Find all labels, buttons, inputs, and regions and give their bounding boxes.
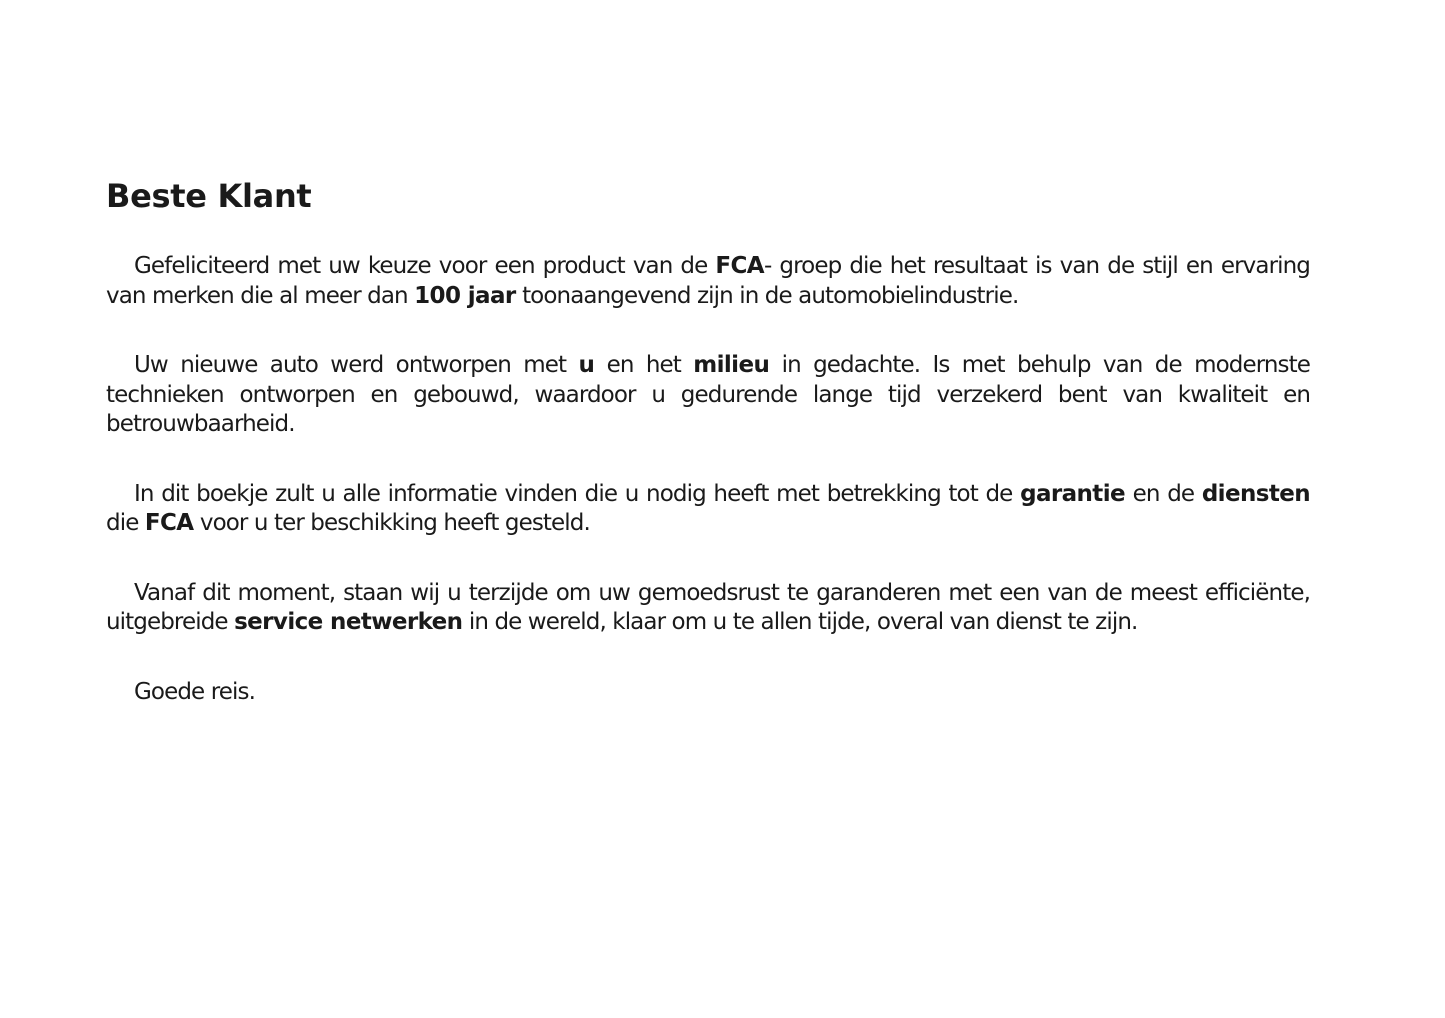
paragraph-congratulations bbox=[106, 252, 1310, 311]
text-run: en de bbox=[1124, 480, 1202, 507]
text-run: Uw nieuwe auto werd ontworpen met bbox=[134, 352, 579, 378]
bold-run-fca: FCA bbox=[715, 253, 764, 279]
text-run: Vanaf dit moment, staan wij u terzijde om uw gemoedsrust te garanderen met een van de meest efficiënte, uitgebreide bbox=[106, 579, 1310, 635]
text-run: Gefeliciteerd met uw keuze voor een product van de bbox=[134, 253, 716, 279]
text-run: in de wereld, klaar om u te allen tijde, overal van dienst te zijn. bbox=[462, 609, 1138, 635]
document-page bbox=[106, 176, 1310, 747]
page-title: Beste Klant bbox=[106, 177, 312, 215]
bold-run-u: u bbox=[578, 352, 595, 378]
paragraph-service bbox=[106, 579, 1310, 638]
bold-run-diensten: diensten bbox=[1201, 480, 1310, 507]
text-run: voor u ter beschikking heeft gesteld. bbox=[193, 510, 590, 536]
bold-run-milieu: milieu bbox=[693, 352, 770, 378]
paragraph-booklet bbox=[106, 480, 1310, 539]
text-run: In dit boekje zult u alle informatie vinden die u nodig heeft met betrekking tot de bbox=[134, 480, 1021, 507]
text-run: - groep die het resultaat is van de stijl en ervaring van merken die al meer dan bbox=[106, 253, 1310, 309]
bold-run-100-jaar: 100 jaar bbox=[414, 282, 516, 309]
text-run: in gedachte. Is met behulp van de modernste technieken ontworpen en gebouwd, waardoor u gedurende lange tijd verzekerd bent van kwaliteit en betrouwbaarheid. bbox=[106, 352, 1310, 437]
text-run: die bbox=[106, 510, 145, 536]
bold-run-service-netwerken: service netwerken bbox=[234, 609, 463, 635]
paragraph-closing bbox=[106, 678, 1310, 708]
bold-run-fca: FCA bbox=[144, 510, 194, 536]
text-run: toonaangevend zijn in de automobielindustrie. bbox=[515, 282, 1019, 309]
text-run: Goede reis. bbox=[134, 678, 255, 705]
bold-run-garantie: garantie bbox=[1020, 480, 1125, 507]
text-run: en het bbox=[594, 352, 694, 378]
paragraph-design bbox=[106, 351, 1310, 440]
